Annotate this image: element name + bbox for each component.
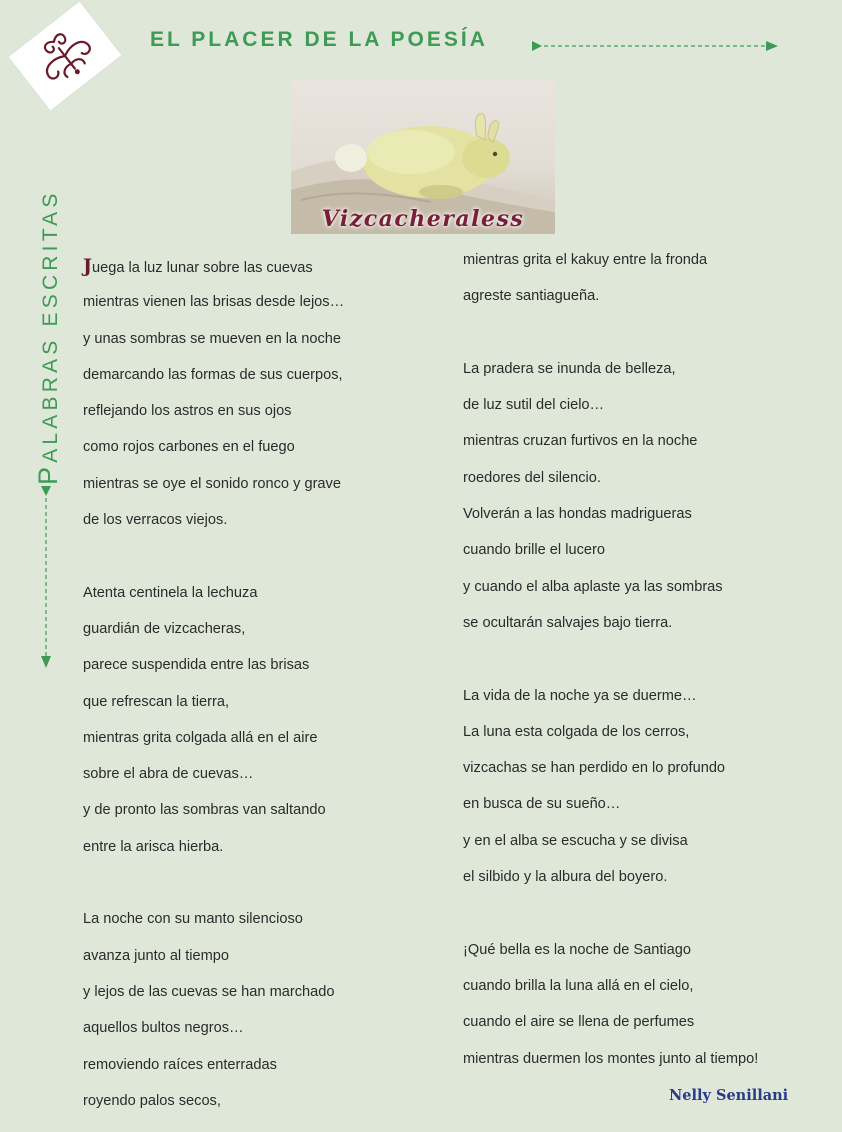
poem-line: y de pronto las sombras van saltando xyxy=(83,802,326,819)
poem-line: mientras cruzan furtivos en la noche xyxy=(463,433,698,450)
poem-line: en busca de su sueño… xyxy=(463,796,621,813)
poem-line: La vida de la noche ya se duerme… xyxy=(463,687,697,704)
poem-line: parece suspendida entre las brisas xyxy=(83,657,310,674)
poem-column-right xyxy=(463,242,803,1077)
poem-line: Volverán a las hondas madrigueras xyxy=(463,506,692,523)
poem-line: y unas sombras se mueven en la noche xyxy=(83,330,341,347)
poem-line: como rojos carbones en el fuego xyxy=(83,439,295,456)
poem-line xyxy=(83,865,413,901)
poem-line: y cuando el alba aplaste ya las sombras xyxy=(463,578,723,595)
hero-image xyxy=(291,80,555,234)
ornament-icon xyxy=(19,11,112,101)
poem-line xyxy=(463,315,803,351)
side-title-initial: P xyxy=(33,462,63,485)
poem-line: cuando brille el lucero xyxy=(463,542,605,559)
poem-line: mientras grita colgada allá en el aire xyxy=(83,729,318,746)
poem-line xyxy=(463,895,803,931)
poem-line: La luna esta colgada de los cerros, xyxy=(463,723,690,740)
poem-line: Atenta centinela la lechuza xyxy=(83,584,258,601)
poem-line: aquellos bultos negros… xyxy=(83,1020,244,1037)
poem-line: mientras vienen las brisas desde lejos… xyxy=(83,294,345,311)
poem-line: roedores del silencio. xyxy=(463,469,601,486)
poem-line: y lejos de las cuevas se han marchado xyxy=(83,983,335,1000)
poem-line-text: uega la luz lunar sobre las cuevas xyxy=(92,260,313,276)
poem-line: agreste santiagueña. xyxy=(463,288,600,305)
poem-line: de luz sutil del cielo… xyxy=(463,397,605,414)
poem-column-left xyxy=(83,248,413,1119)
poem-line: La pradera se inunda de belleza, xyxy=(463,360,676,377)
poem-line: mientras duermen los montes junto al tiempo! xyxy=(463,1050,759,1067)
poem-line xyxy=(463,641,803,677)
poem-line: guardián de vizcacheras, xyxy=(83,620,246,637)
poem-line: vizcachas se han perdido en lo profundo xyxy=(463,760,726,777)
poem-line: removiendo raíces enterradas xyxy=(83,1056,277,1073)
poem-line: de los verracos viejos. xyxy=(83,512,228,529)
drop-cap: J xyxy=(83,255,92,277)
header-arrow-icon xyxy=(530,38,780,54)
author-signature: Nelly Senillani xyxy=(669,1087,789,1104)
poem-line: avanza junto al tiempo xyxy=(83,947,230,964)
poem-line: mientras grita el kakuy entre la fronda xyxy=(463,252,708,268)
poem-line: reflejando los astros en sus ojos xyxy=(83,403,292,420)
poem-line: entre la arisca hierba. xyxy=(83,838,224,855)
ornament-box xyxy=(9,2,122,111)
poem-line: demarcando las formas de sus cuerpos, xyxy=(83,366,343,383)
poem-line: cuando brilla la luna allá en el cielo, xyxy=(463,977,694,994)
poem-line xyxy=(83,248,413,284)
poem-line xyxy=(83,538,413,574)
poem-title: Vizcacheraless xyxy=(321,206,525,232)
poem-line: sobre el abra de cuevas… xyxy=(83,766,254,783)
side-section-title xyxy=(28,140,68,485)
side-title-rest: ALABRAS ESCRITAS xyxy=(39,189,62,463)
side-arrow-icon xyxy=(38,484,54,670)
poem-line: cuando el aire se llena de perfumes xyxy=(463,1014,695,1031)
poem-line: La noche con su manto silencioso xyxy=(83,911,303,928)
poem-line: se ocultarán salvajes bajo tierra. xyxy=(463,614,673,631)
poem-line: royendo palos secos, xyxy=(83,1092,221,1109)
poem-line: mientras se oye el sonido ronco y grave xyxy=(83,475,341,492)
poem-line: que refrescan la tierra, xyxy=(83,693,230,710)
poem-line: el silbido y la albura del boyero. xyxy=(463,869,668,886)
section-header-title: EL PLACER DE LA POESÍA xyxy=(150,28,488,51)
poem-line: y en el alba se escucha y se divisa xyxy=(463,832,688,849)
poem-line: ¡Qué bella es la noche de Santiago xyxy=(463,941,691,958)
